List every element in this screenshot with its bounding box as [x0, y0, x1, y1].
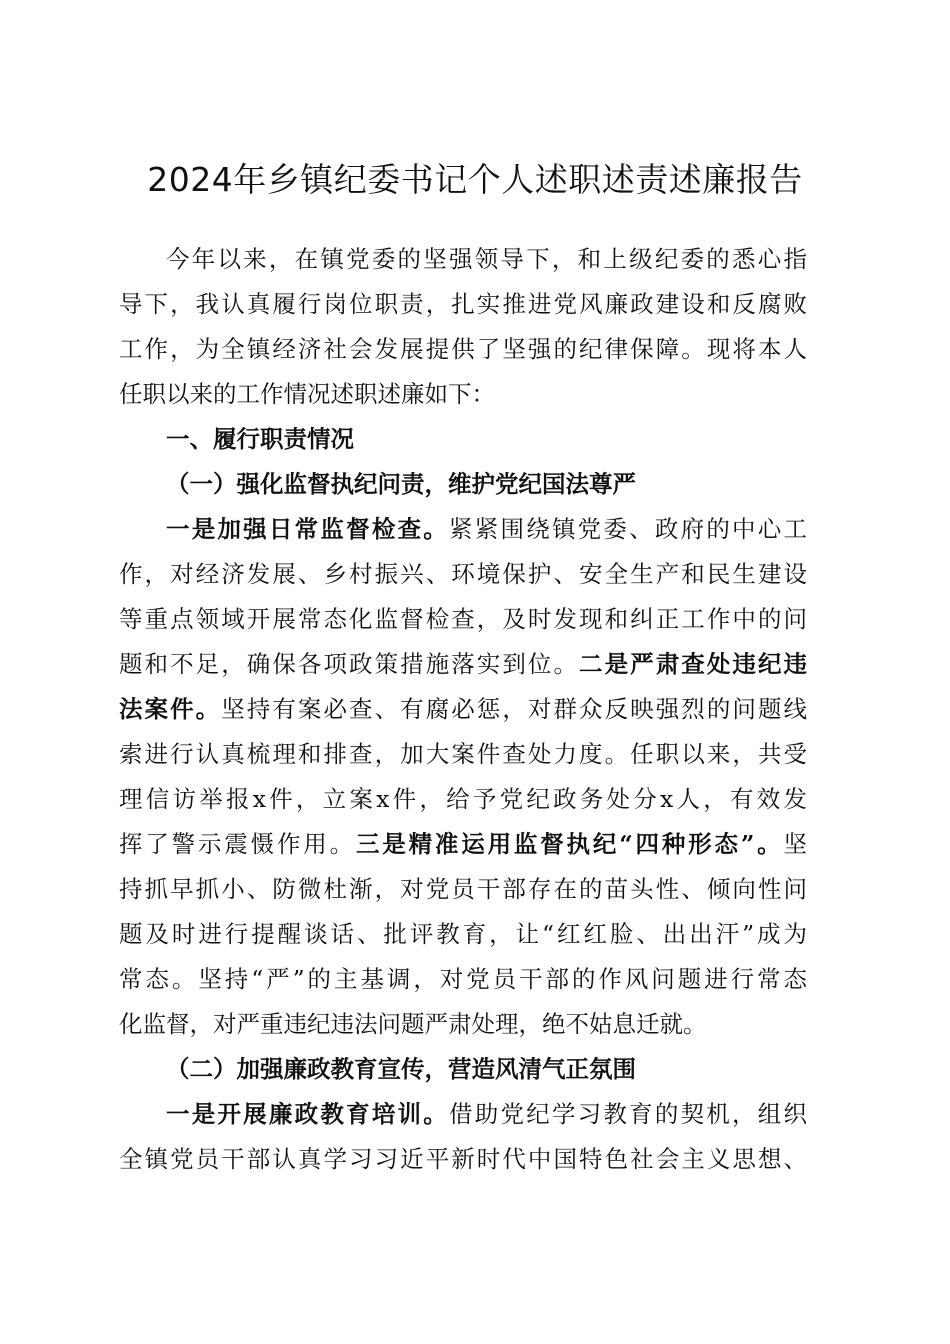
bold-lead: 一是开展廉政教育培训。 — [166, 1100, 450, 1128]
bold-lead: 三是精准运用监督执纪“四种形态”。 — [355, 830, 784, 858]
paragraph-line: 常态。坚持“严”的主基调，对党员干部的作风问题进行常态 — [119, 965, 807, 993]
paragraph-line: 持抓早抓小、防微杜渐，对党员干部存在的苗头性、倾向性问 — [119, 875, 807, 903]
paragraph-line: 索进行认真梳理和排查，加大案件查处力度。任职以来，共受 — [119, 740, 807, 768]
paragraph-line: 导下，我认真履行岗位职责，扎实推进党风廉政建设和反腐败 — [119, 290, 807, 318]
paragraph-line: 等重点领域开展常态化监督检查，及时发现和纠正工作中的问 — [119, 605, 807, 633]
section-heading: 一、履行职责情况 — [166, 425, 354, 453]
paragraph-line: 题及时进行提醒谈话、批评教育，让“红红脸、出出汗”成为 — [119, 920, 807, 948]
paragraph-line: 全镇党员干部认真学习习近平新时代中国特色社会主义思想、 — [119, 1145, 807, 1173]
bold-lead: 一是加强日常监督检查。 — [166, 515, 450, 543]
document-body — [119, 237, 807, 1182]
paragraph-line: 法案件。坚持有案必查、有腐必惩，对群众反映强烈的问题线 — [119, 695, 807, 723]
paragraph-line: 工作，为全镇经济社会发展提供了坚强的纪律保障。现将本人 — [119, 335, 807, 363]
paragraph-line: 化监督，对严重违纪违法问题严肃处理，绝不姑息迁就。 — [119, 1010, 707, 1038]
paragraph-line: 作，对经济发展、乡村振兴、环境保护、安全生产和民生建设 — [119, 560, 807, 588]
paragraph-line: 挥了警示震慑作用。三是精准运用监督执纪“四种形态”。坚 — [119, 830, 807, 858]
paragraph-line: 题和不足，确保各项政策措施落实到位。二是严肃查处违纪违 — [119, 650, 807, 678]
paragraph-line: 理信访举报x件，立案x件，给予党纪政务处分x人，有效发 — [119, 785, 807, 813]
bold-lead: 二是严肃查处违纪违 — [579, 650, 807, 678]
subsection-heading: （一）强化监督执纪问责，维护党纪国法尊严 — [166, 470, 636, 498]
bold-lead: 法案件。 — [119, 695, 222, 723]
paragraph-line: 一是开展廉政教育培训。借助党纪学习教育的契机，组织 — [166, 1100, 807, 1128]
paragraph-line: 今年以来，在镇党委的坚强领导下，和上级纪委的悉心指 — [166, 245, 807, 273]
page-title: 2024年乡镇纪委书记个人述职述责述廉报告 — [147, 160, 803, 199]
subsection-heading: （二）加强廉政教育宣传，营造风清气正氛围 — [166, 1055, 636, 1083]
paragraph-line: 任职以来的工作情况述职述廉如下： — [119, 380, 495, 408]
paragraph-line: 一是加强日常监督检查。紧紧围绕镇党委、政府的中心工 — [166, 515, 807, 543]
